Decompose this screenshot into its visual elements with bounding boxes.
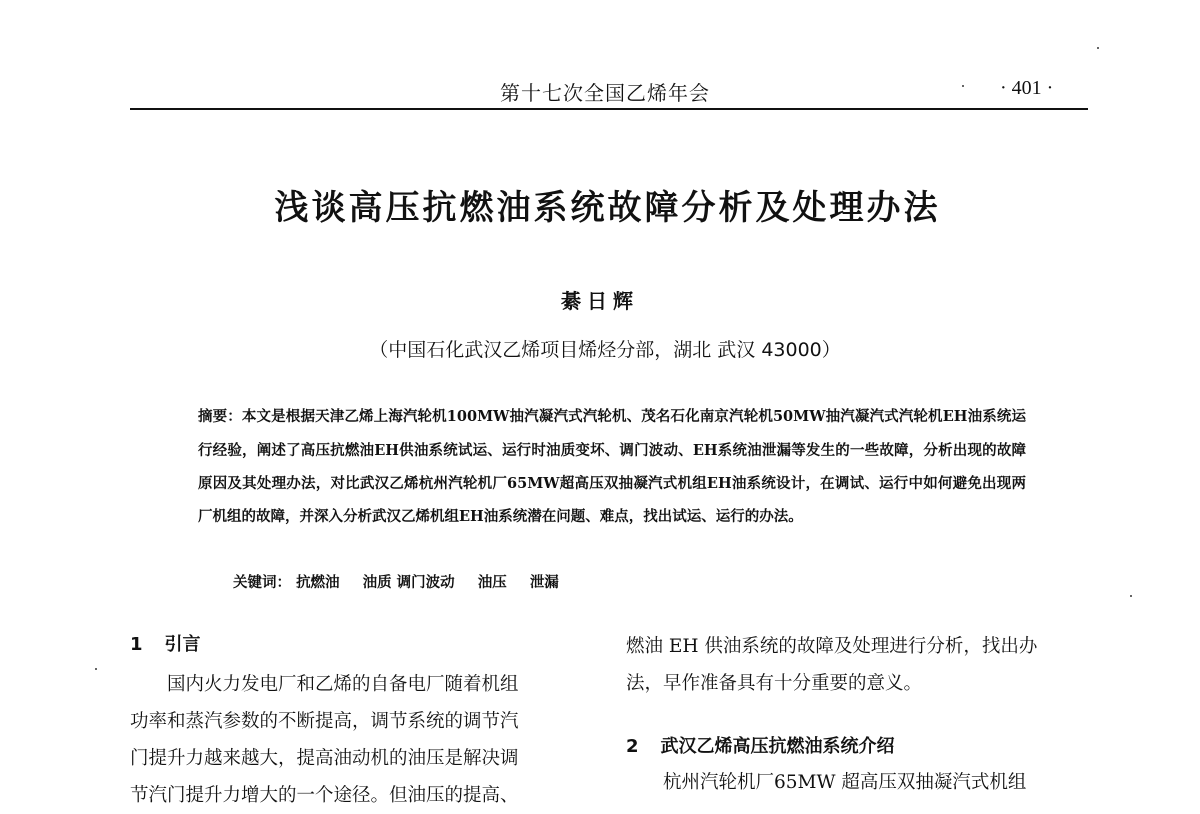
running-header-title: 第十七次全国乙烯年会 [500, 81, 710, 105]
section-heading-2 [626, 732, 1088, 758]
scan-speck [1130, 595, 1132, 597]
keyword: 油质 调门波动 [362, 574, 455, 591]
body-line: 杭州汽轮机厂65MW 超高压双抽凝汽式机组 [663, 772, 1027, 793]
section-title: 武汉乙烯高压抗燃油系统介绍 [660, 736, 895, 757]
page-number: · 401 · [1000, 77, 1054, 99]
abstract-label: 摘要： [198, 409, 242, 425]
keyword: 抗燃油 [296, 574, 340, 591]
keyword: 油压 [477, 574, 507, 591]
body-line: 法，早作准备具有十分重要的意义。 [626, 673, 923, 694]
abstract-text: 本文是根据天津乙烯上海汽轮机100MW抽汽凝汽式汽轮机、茂名石化南京汽轮机50MW抽汽凝汽式汽轮机EH油系统运行经验，阐述了高压抗燃油EH供油系统试运、运行时油质变坏、调门波动、EH系统油泄漏等发生的一些故障，分析出现的故障原因及其处理办法，对比武汉乙烯杭州汽轮机厂65MW超高压双抽凝汽式机组EH油系统设计，在调试、运行中如何避免出现两厂机组的故障，并深入分析武汉乙烯机组EH油系统潜在问题、难点，找出试运、运行的办法。 [198, 408, 1026, 525]
body-line: 门提升力越来越大，提高油动机的油压是解决调 [130, 748, 519, 769]
section-number: 1 [130, 634, 143, 655]
affiliation: （中国石化武汉乙烯项目烯烃分部，湖北 武汉 43000） [369, 339, 841, 361]
body-line: 功率和蒸汽参数的不断提高，调节系统的调节汽 [130, 711, 519, 732]
scan-speck [95, 668, 97, 670]
section-title: 引言 [164, 634, 201, 655]
section-heading-1 [130, 630, 600, 656]
right-column [626, 628, 1088, 801]
body-line: 燃油 EH 供油系统的故障及处理进行分析，找出办 [626, 636, 1038, 657]
keywords [233, 571, 577, 592]
paper-title: 浅谈高压抗燃油系统故障分析及处理办法 [274, 188, 941, 228]
author: 綦日辉 [561, 289, 639, 313]
header-rule [130, 108, 1088, 110]
scan-speck [962, 85, 964, 87]
keywords-label: 关键词： [233, 575, 291, 591]
body-line: 节汽门提升力增大的一个途径。但油压的提高、 [130, 785, 519, 806]
section-number: 2 [626, 736, 639, 757]
body-line: 国内火力发电厂和乙烯的自备电厂随着机组 [167, 674, 519, 695]
abstract [198, 400, 1026, 533]
left-column [130, 630, 600, 814]
scan-speck [1097, 47, 1099, 49]
keyword: 泄漏 [529, 574, 559, 591]
